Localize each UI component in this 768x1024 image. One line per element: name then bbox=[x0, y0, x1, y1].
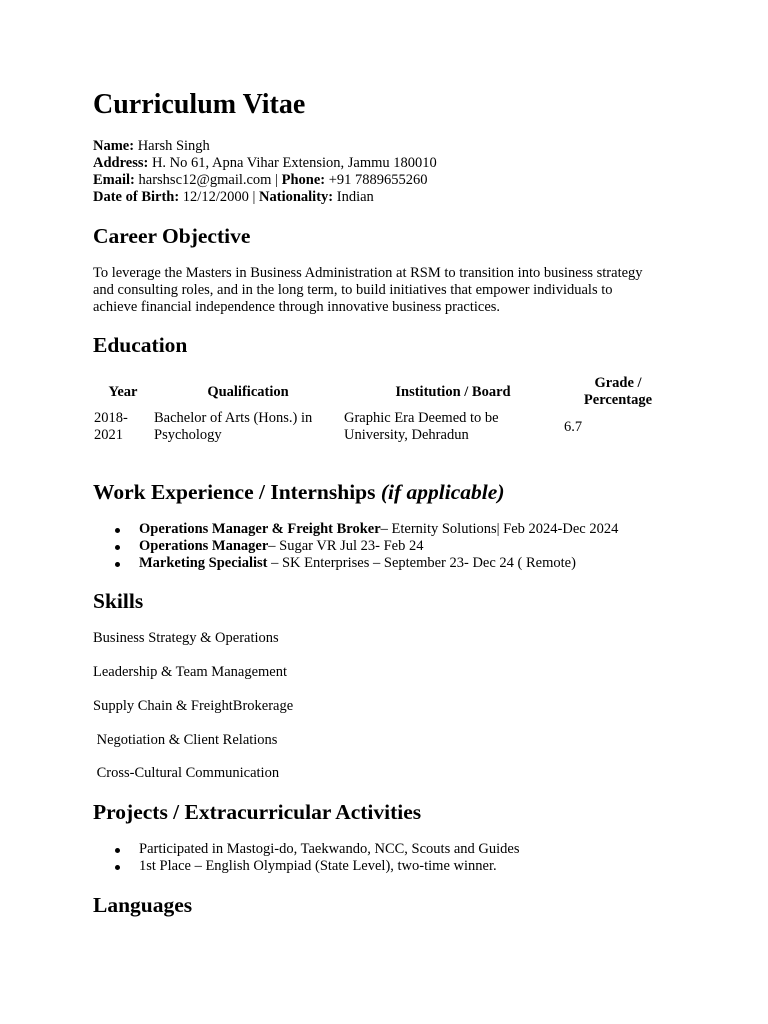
page-title: Curriculum Vitae bbox=[93, 89, 306, 120]
cell-qualification bbox=[154, 410, 312, 444]
col-header-qualification: Qualification bbox=[207, 384, 289, 400]
projects-list bbox=[93, 841, 520, 875]
email-value: harshsc12@gmail.com | bbox=[134, 172, 282, 188]
col-header-institution: Institution / Board bbox=[395, 384, 511, 400]
work-heading-italic: (if applicable) bbox=[380, 480, 505, 504]
contact-line bbox=[93, 172, 437, 189]
grade-header-line2: Percentage bbox=[583, 392, 653, 408]
bullet-icon bbox=[115, 562, 120, 567]
personal-info bbox=[93, 138, 437, 206]
dob-value: 12/12/2000 | bbox=[179, 189, 260, 205]
bullet-icon bbox=[115, 848, 120, 853]
year-line2: 2021 bbox=[94, 427, 123, 443]
name-value: Harsh Singh bbox=[134, 138, 210, 154]
work-heading-text: Work Experience / Internships bbox=[93, 480, 381, 504]
skill-item: Supply Chain & FreightBrokerage bbox=[93, 698, 294, 714]
bullet-icon bbox=[115, 528, 120, 533]
dob-line bbox=[93, 189, 437, 206]
project-text: 1st Place – English Olympiad (State Level), two-time winner. bbox=[139, 858, 497, 874]
email-label: Email: bbox=[93, 172, 135, 188]
year-line1: 2018- bbox=[94, 410, 128, 426]
address-label: Address: bbox=[93, 155, 149, 171]
bullet-icon bbox=[115, 865, 120, 870]
work-detail: – SK Enterprises – September 23- Dec 24 ( Remote) bbox=[267, 555, 576, 571]
institution-line1: Graphic Era Deemed to be bbox=[344, 410, 499, 426]
list-item bbox=[93, 521, 618, 538]
institution-line2: University, Dehradun bbox=[344, 427, 469, 443]
name-line bbox=[93, 138, 437, 155]
skill-item: Cross-Cultural Communication bbox=[93, 765, 280, 781]
list-item bbox=[93, 538, 618, 555]
list-item bbox=[93, 555, 618, 572]
qualification-line2: Psychology bbox=[154, 427, 222, 443]
work-role: Operations Manager & Freight Broker bbox=[139, 521, 381, 537]
cell-year bbox=[94, 410, 128, 444]
skill-item: Negotiation & Client Relations bbox=[93, 732, 278, 748]
nationality-label: Nationality: bbox=[259, 189, 334, 205]
list-item bbox=[93, 858, 520, 875]
dob-label: Date of Birth: bbox=[93, 189, 180, 205]
skills-heading: Skills bbox=[93, 589, 144, 613]
skill-item: Business Strategy & Operations bbox=[93, 630, 279, 646]
grade-header-line1: Grade / bbox=[594, 375, 642, 391]
work-list bbox=[93, 521, 618, 572]
projects-heading: Projects / Extracurricular Activities bbox=[93, 800, 422, 824]
languages-heading: Languages bbox=[93, 893, 193, 917]
work-role: Marketing Specialist bbox=[139, 555, 268, 571]
address-line bbox=[93, 155, 437, 172]
qualification-line1: Bachelor of Arts (Hons.) in bbox=[154, 410, 313, 426]
cell-grade: 6.7 bbox=[564, 419, 583, 435]
career-objective-text: To leverage the Masters in Business Administration at RSM to transition into business strategy and consulting roles, and in the long term, to build initiatives that empower individuals to achieve financial independence through innovative business practices. bbox=[93, 265, 643, 315]
work-detail: – Sugar VR Jul 23- Feb 24 bbox=[268, 538, 424, 554]
career-objective-heading: Career Objective bbox=[93, 224, 251, 248]
address-value: H. No 61, Apna Vihar Extension, Jammu 180010 bbox=[148, 155, 437, 171]
work-detail: – Eternity Solutions| Feb 2024-Dec 2024 bbox=[380, 521, 619, 537]
project-text: Participated in Mastogi-do, Taekwando, NCC, Scouts and Guides bbox=[139, 841, 520, 857]
phone-value: +91 7889655260 bbox=[325, 172, 428, 188]
work-role: Operations Manager bbox=[139, 538, 269, 554]
skill-item: Leadership & Team Management bbox=[93, 664, 287, 680]
cell-institution bbox=[344, 410, 499, 444]
col-header-year: Year bbox=[108, 384, 138, 400]
phone-label: Phone: bbox=[281, 172, 326, 188]
education-heading: Education bbox=[93, 333, 188, 357]
col-header-grade bbox=[563, 375, 673, 409]
bullet-icon bbox=[115, 545, 120, 550]
work-experience-heading bbox=[93, 478, 504, 506]
nationality-value: Indian bbox=[333, 189, 374, 205]
name-label: Name: bbox=[93, 138, 135, 154]
list-item bbox=[93, 841, 520, 858]
